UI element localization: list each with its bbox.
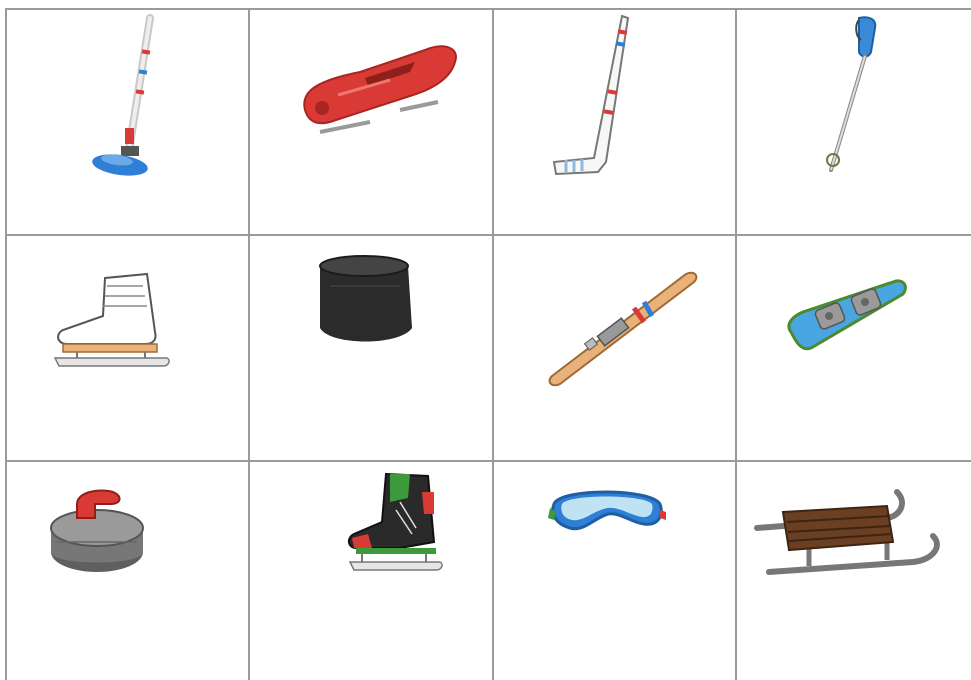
snowboard-icon [737,236,971,460]
card-sled[interactable] [737,462,971,680]
card-curling-stone[interactable] [7,462,248,680]
card-figure-skate[interactable] [7,236,248,460]
card-hockey-skate[interactable] [250,462,492,680]
hockey-puck-icon [250,236,492,460]
ski-icon [494,236,735,460]
card-bobsleigh[interactable] [250,10,492,234]
curling-broom-icon [7,10,248,234]
card-grid [5,8,971,680]
card-snowboard[interactable] [737,236,971,460]
ski-pole-icon [737,10,971,234]
card-hockey-puck[interactable] [250,236,492,460]
sled-icon [737,462,971,680]
card-ski[interactable] [494,236,735,460]
card-hockey-stick[interactable] [494,10,735,234]
card-ski-goggles[interactable] [494,462,735,680]
hockey-skate-icon [250,462,492,680]
ski-goggles-icon [494,462,735,680]
bobsleigh-icon [250,10,492,234]
curling-stone-icon [7,462,248,680]
card-curling-broom[interactable] [7,10,248,234]
hockey-stick-icon [494,10,735,234]
card-ski-pole[interactable] [737,10,971,234]
figure-skate-icon [7,236,248,460]
